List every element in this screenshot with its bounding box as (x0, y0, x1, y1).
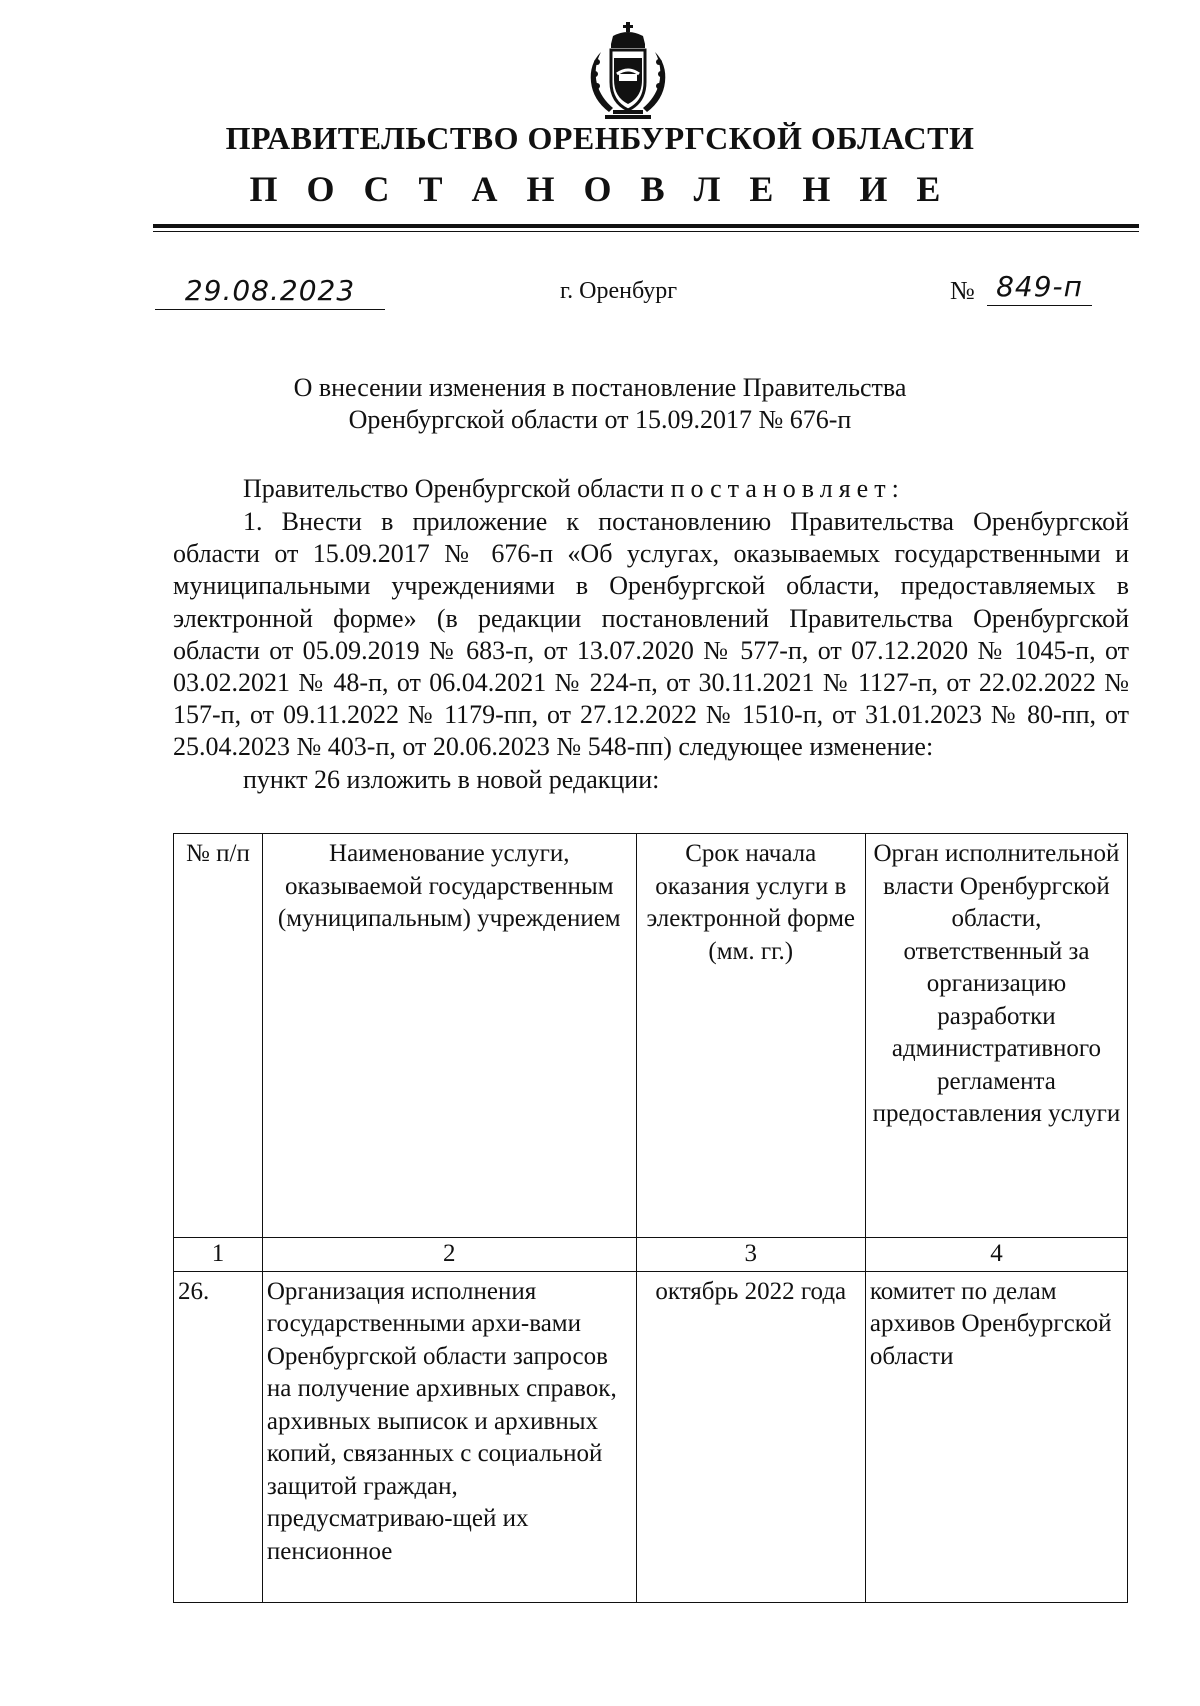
paragraph-2: пункт 26 изложить в новой редакции: (243, 764, 660, 794)
row-service-name: Организация исполнения государственными архи-вами Оренбургской области запросов на получение архивных справок, архивных выписок и архивных копий, связанных с социальной защитой граждан, предусматриваю-щей их пенсионное (262, 1271, 636, 1602)
header-authority: Орган исполнительной власти Оренбургской области, ответственный за организацию разработки административного регламента предоставления услуги (865, 834, 1127, 1238)
subject-line-1: О внесении изменения в постановление Правительства (293, 373, 907, 402)
header-number: № п/п (174, 834, 263, 1238)
intro-prefix: Правительство Оренбургской области (243, 474, 665, 503)
index-cell: 4 (865, 1238, 1127, 1272)
body-text (173, 506, 1129, 796)
number-label: № (950, 276, 975, 305)
subject-line-2: Оренбургской области от 15.09.2017 № 676-п (348, 405, 852, 434)
row-authority: комитет по делам архивов Оренбургской области (865, 1271, 1127, 1602)
header-start-date: Срок начала оказания услуги в электронной форме (мм. гг.) (636, 834, 865, 1238)
intro-line (243, 474, 905, 504)
services-table (173, 833, 1128, 1603)
document-number (987, 270, 1092, 306)
document-date (155, 274, 385, 310)
date-value: 29.08.2023 (184, 274, 356, 307)
header-divider-thin (153, 231, 1139, 232)
table-row (174, 1271, 1128, 1602)
number-underline (987, 305, 1092, 306)
table-index-row (174, 1238, 1128, 1272)
index-cell: 1 (174, 1238, 263, 1272)
intro-verb: постановляет: (670, 474, 905, 503)
index-cell: 3 (636, 1238, 865, 1272)
date-underline (155, 309, 385, 310)
row-start-date: октябрь 2022 года (636, 1271, 865, 1602)
paragraph-1: 1. Внести в приложение к постановлению Правительства Оренбургской области от 15.09.2017 № 676-п «Об услугах, оказываемых государственными и муниципальными учреждениями в Оренбургской области, предоставляемых в электронной форме» (в редакции постановлений Правительства Оренбургской области от 05.09.2019 № 683-п, от 13.07.2020 № 577-п, от 07.12.2020 № 1045-п, от 03.02.2021 № 48-п, от 06.04.2021 № 224-п, от 30.11.2021 № 1127-п, от 22.02.2022 № 157-п, от 09.11.2022 № 1179-пп, от 27.12.2022 № 1510-п, от 31.01.2023 № 80-пп, от 25.04.2023 № 403-п, от 20.06.2023 № 548-пп) следующее изменение: (173, 507, 1129, 762)
organization-title: ПРАВИТЕЛЬСТВО ОРЕНБУРГСКОЙ ОБЛАСТИ (225, 120, 975, 156)
city: г. Оренбург (560, 278, 678, 304)
coat-of-arms-emblem (583, 22, 683, 120)
document-subject (0, 372, 1200, 436)
row-number: 26. (174, 1271, 263, 1602)
document-type-title: П О С Т А Н О В Л Е Н И Е (249, 169, 951, 209)
table-header-row (174, 834, 1128, 1238)
header-service-name: Наименование услуги, оказываемой государственным (муниципальным) учреждением (262, 834, 636, 1238)
header-divider-thick (153, 224, 1139, 228)
number-value: 849-п (996, 270, 1083, 303)
index-cell: 2 (262, 1238, 636, 1272)
